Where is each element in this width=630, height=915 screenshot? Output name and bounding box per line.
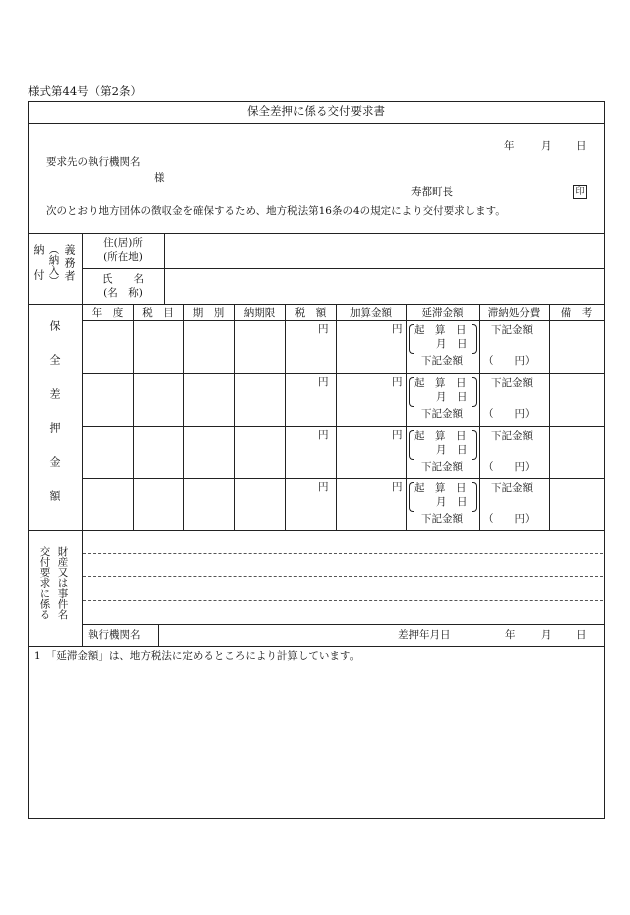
- fee-below-amount: 下記金額: [491, 324, 533, 336]
- tax-yen-unit: 円: [318, 323, 329, 335]
- divider: [28, 233, 604, 234]
- bracket-right: [472, 482, 477, 512]
- header-disposition-fee: 滞納処分費: [487, 307, 541, 319]
- divider: [183, 304, 184, 530]
- address-label: 住(居)所: [103, 237, 143, 249]
- form-number: 様式第44号（第2条）: [28, 84, 142, 98]
- divider: [336, 304, 337, 530]
- header-period: 期 別: [192, 307, 225, 319]
- divider: [82, 478, 604, 479]
- delay-below-amount: 下記金額: [421, 355, 463, 367]
- seal-mark: 印: [573, 185, 587, 199]
- divider: [82, 373, 604, 374]
- divider: [549, 304, 550, 530]
- delay-month-day-label: 月 日: [436, 338, 468, 350]
- divider: [28, 646, 604, 647]
- divider: [28, 123, 604, 124]
- sender-name: 寿都町長: [411, 186, 453, 198]
- header-remarks: 備 考: [560, 307, 593, 319]
- bracket-right: [472, 430, 477, 460]
- amount-side-label: 保全差押金額: [48, 320, 61, 524]
- fee-below-amount: 下記金額: [491, 430, 533, 442]
- fee-yen-paren: （ 円）: [483, 461, 536, 473]
- fee-yen-paren: （ 円）: [483, 408, 536, 420]
- header-due-date: 納期限: [243, 307, 276, 319]
- divider: [28, 530, 604, 531]
- delay-below-amount: 下記金額: [421, 461, 463, 473]
- delay-below-amount: 下記金額: [421, 408, 463, 420]
- property-label-right: 財産又は事件名: [56, 546, 69, 620]
- form-title: 保全差押に係る交付要求書: [247, 104, 385, 118]
- date-day-label: 日: [576, 140, 587, 152]
- delay-start-label: 起 算 日: [414, 430, 467, 442]
- name-label: 氏 名: [102, 273, 144, 285]
- divider: [406, 304, 407, 530]
- delay-start-label: 起 算 日: [414, 482, 467, 494]
- seizure-year-label: 年: [505, 629, 516, 641]
- divider: [82, 624, 604, 625]
- dashed-line: [83, 553, 603, 554]
- request-statement: 次のとおり地方団体の徴収金を確保するため、地方税法第16条の4の規定により交付要求します。: [46, 205, 506, 217]
- seizure-day-label: 日: [576, 629, 587, 641]
- tax-yen-unit: 円: [318, 429, 329, 441]
- tax-yen-unit: 円: [318, 481, 329, 493]
- delay-below-amount: 下記金額: [421, 513, 463, 525]
- additional-yen-unit: 円: [392, 429, 403, 441]
- header-fiscal-year: 年 度: [91, 307, 124, 319]
- divider: [82, 530, 83, 646]
- additional-yen-unit: 円: [392, 481, 403, 493]
- property-label-left: 交付要求に係る: [38, 546, 51, 620]
- delay-start-label: 起 算 日: [414, 377, 467, 389]
- date-year-label: 年: [504, 140, 515, 152]
- address-sublabel: (所在地): [103, 251, 143, 263]
- taxpayer-obligor-label: 義務者: [63, 244, 76, 283]
- note-item: 1 「延滞金額」は、地方税法に定めるところにより計算しています。: [34, 650, 361, 662]
- taxpayer-group-label: 納付: [32, 244, 45, 294]
- divider: [158, 624, 159, 646]
- execution-agency-label: 執行機関名: [88, 629, 141, 641]
- recipient-label: 要求先の執行機関名: [46, 156, 141, 168]
- dashed-line: [83, 576, 603, 577]
- delay-month-day-label: 月 日: [436, 444, 468, 456]
- date-month-label: 月: [541, 140, 552, 152]
- tax-yen-unit: 円: [318, 376, 329, 388]
- seizure-month-label: 月: [541, 629, 552, 641]
- additional-yen-unit: 円: [392, 376, 403, 388]
- header-delinquency-amount: 延滞金額: [421, 307, 464, 319]
- fee-yen-paren: （ 円）: [483, 355, 536, 367]
- divider: [234, 304, 235, 530]
- divider: [82, 304, 83, 530]
- fee-below-amount: 下記金額: [491, 482, 533, 494]
- header-tax-amount: 税 額: [294, 307, 327, 319]
- divider: [133, 304, 134, 530]
- header-additional-amount: 加算金額: [350, 307, 392, 319]
- divider: [82, 426, 604, 427]
- delay-month-day-label: 月 日: [436, 496, 468, 508]
- header-tax-item: 税 目: [142, 307, 174, 319]
- bracket-right: [472, 324, 477, 354]
- fee-yen-paren: （ 円）: [483, 513, 536, 525]
- seizure-date-label: 差押年月日: [398, 629, 451, 641]
- divider: [164, 233, 165, 304]
- divider: [28, 304, 604, 305]
- bracket-right: [472, 377, 477, 407]
- delay-month-day-label: 月 日: [436, 391, 468, 403]
- dashed-line: [83, 600, 603, 601]
- divider: [82, 320, 604, 321]
- recipient-honorific: 様: [154, 172, 165, 184]
- name-sublabel: (名 称): [103, 287, 143, 299]
- divider: [479, 304, 480, 530]
- divider: [82, 268, 604, 269]
- fee-below-amount: 下記金額: [491, 377, 533, 389]
- delay-start-label: 起 算 日: [414, 324, 467, 336]
- taxpayer-paren-label: （納入）: [47, 244, 60, 286]
- divider: [285, 304, 286, 530]
- additional-yen-unit: 円: [392, 323, 403, 335]
